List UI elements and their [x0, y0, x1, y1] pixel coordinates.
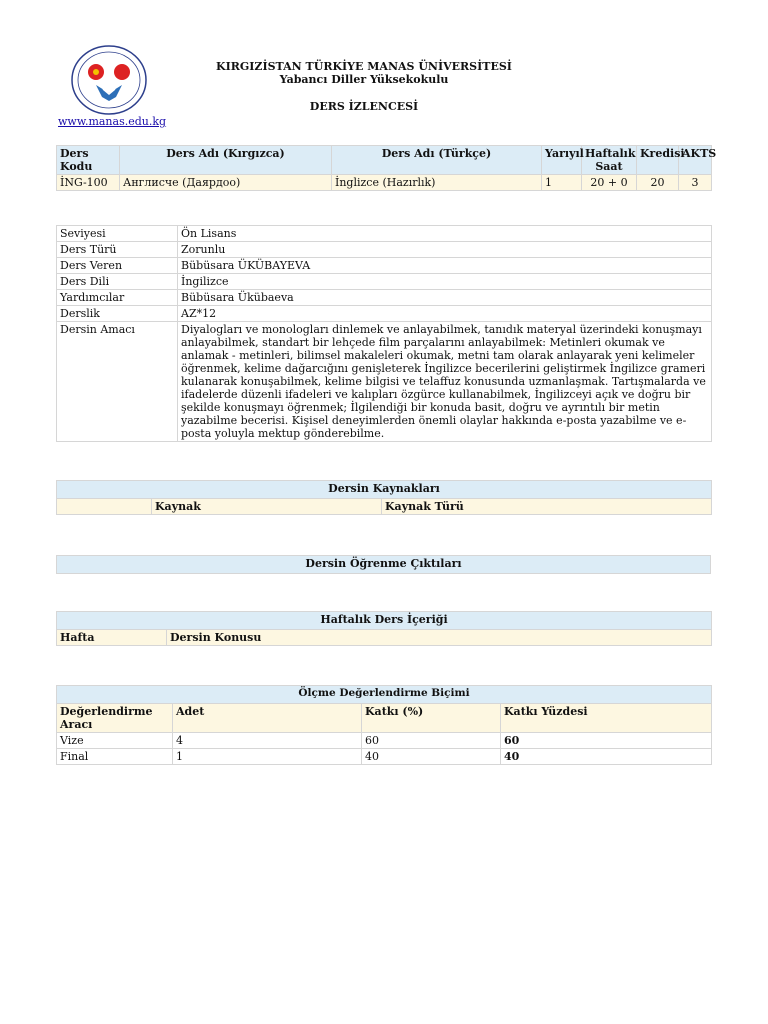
info-row [57, 290, 712, 306]
course-table-header [57, 146, 712, 175]
assessment-percent: 60 [501, 733, 712, 749]
info-label: Seviyesi [57, 226, 178, 242]
assessment-tool: Final [57, 749, 173, 765]
course-name-tr: İnglizce (Hazırlık) [332, 175, 542, 191]
info-label: Ders Veren [57, 258, 178, 274]
info-row [57, 322, 712, 442]
info-label: Yardımcılar [57, 290, 178, 306]
col-count: Adet [173, 704, 362, 733]
course-aim-text: Diyalogları ve monologları dinlemek ve anlayabilmek, tanıdık materyal üzerindeki konuşmayı anlayabilmek, standart bir lehçede film parçalarını anlayabilmek: Metinleri okumak ve anlamak - metinleri, bilimsel makaleleri okumak, metni tam olarak anlayarak yeni kelimeler öğrenmek, kelime dağarcığını genişleterek İngilizce becerilerini geliştirmek İngilizce grameri kulanarak konuşabilmek, kelime bilgisi ve telaffuz konusunda uzmanlaşmak. Tartışmalarda ve ifadelerde düzenli ifadeleri ve kalıpları özgürce kullanabilmek, İngilizceyi açık ve doğru bir şekilde konuşmayı öğrenmek; İlgilendiği bir konuda basit, doğru ve ayrıntılı bir metin yazabilme becerisi. Kişisel deneyimlerden önemli olaylar hakkında e-posta yazabilme ve e-posta yoluyla mektup gönderebilme. [178, 322, 712, 442]
col-assessment-tool: Değerlendirme Aracı [57, 704, 173, 733]
assessment-count: 4 [173, 733, 362, 749]
sources-title: Dersin Kaynakları [57, 481, 712, 499]
credit: 20 [637, 175, 679, 191]
info-value: Bübüsara Ükübaeva [178, 290, 712, 306]
info-value: İngilizce [178, 274, 712, 290]
col-contribution-percent: Katkı Yüzdesi [501, 704, 712, 733]
info-value: AZ*12 [178, 306, 712, 322]
course-name-kg: Англисче (Даярдоо) [120, 175, 332, 191]
info-label: Ders Türü [57, 242, 178, 258]
info-value: Bübüsara ÜKÜBAYEVA [178, 258, 712, 274]
col-topic: Dersin Konusu [167, 630, 712, 646]
assessment-contribution: 40 [362, 749, 501, 765]
course-info-table [56, 225, 712, 442]
col-course-code: Ders Kodu [57, 146, 120, 175]
info-row [57, 306, 712, 322]
course-code: İNG-100 [57, 175, 120, 191]
university-name: KIRGIZİSTAN TÜRKİYE MANAS ÜNİVERSİTESİ [216, 60, 512, 73]
assessment-title: Ölçme Değerlendirme Biçimi [57, 686, 712, 704]
assessment-table [56, 685, 712, 765]
col-course-name-kg: Ders Adı (Kırgızca) [120, 146, 332, 175]
col-source-type: Kaynak Türü [382, 499, 712, 515]
info-label: Ders Dili [57, 274, 178, 290]
akts: 3 [679, 175, 712, 191]
weekly-title: Haftalık Ders İçeriği [57, 612, 712, 630]
university-logo [70, 45, 148, 115]
assessment-tool: Vize [57, 733, 173, 749]
info-value: Ön Lisans [178, 226, 712, 242]
col-source: Kaynak [152, 499, 382, 515]
assessment-percent: 40 [501, 749, 712, 765]
outcomes-table [56, 555, 711, 574]
col-credit: Kredisi [637, 146, 679, 175]
info-row [57, 242, 712, 258]
col-weekly-hours: Haftalık Saat [582, 146, 637, 175]
info-row [57, 274, 712, 290]
assessment-row [57, 733, 712, 749]
assessment-contribution: 60 [362, 733, 501, 749]
weekly-hours: 20 + 0 [582, 175, 637, 191]
document-title: DERS İZLENCESİ [309, 100, 419, 113]
col-contribution: Katkı (%) [362, 704, 501, 733]
semester: 1 [542, 175, 582, 191]
col-week: Hafta [57, 630, 167, 646]
info-row [57, 226, 712, 242]
weekly-content-table [56, 611, 712, 646]
sources-spacer [57, 499, 152, 515]
info-value: Zorunlu [178, 242, 712, 258]
school-name: Yabancı Diller Yüksekokulu [279, 73, 449, 86]
info-label: Dersin Amacı [57, 322, 178, 442]
info-row [57, 258, 712, 274]
assessment-count: 1 [173, 749, 362, 765]
col-akts: AKTS [679, 146, 712, 175]
sources-table [56, 480, 712, 515]
info-label: Derslik [57, 306, 178, 322]
assessment-row [57, 749, 712, 765]
course-row [57, 175, 712, 191]
website-link[interactable]: www.manas.edu.kg [58, 115, 167, 128]
outcomes-title: Dersin Öğrenme Çıktıları [57, 556, 711, 574]
course-table [56, 145, 717, 191]
col-semester: Yarıyıl [542, 146, 582, 175]
col-course-name-tr: Ders Adı (Türkçe) [332, 146, 542, 175]
